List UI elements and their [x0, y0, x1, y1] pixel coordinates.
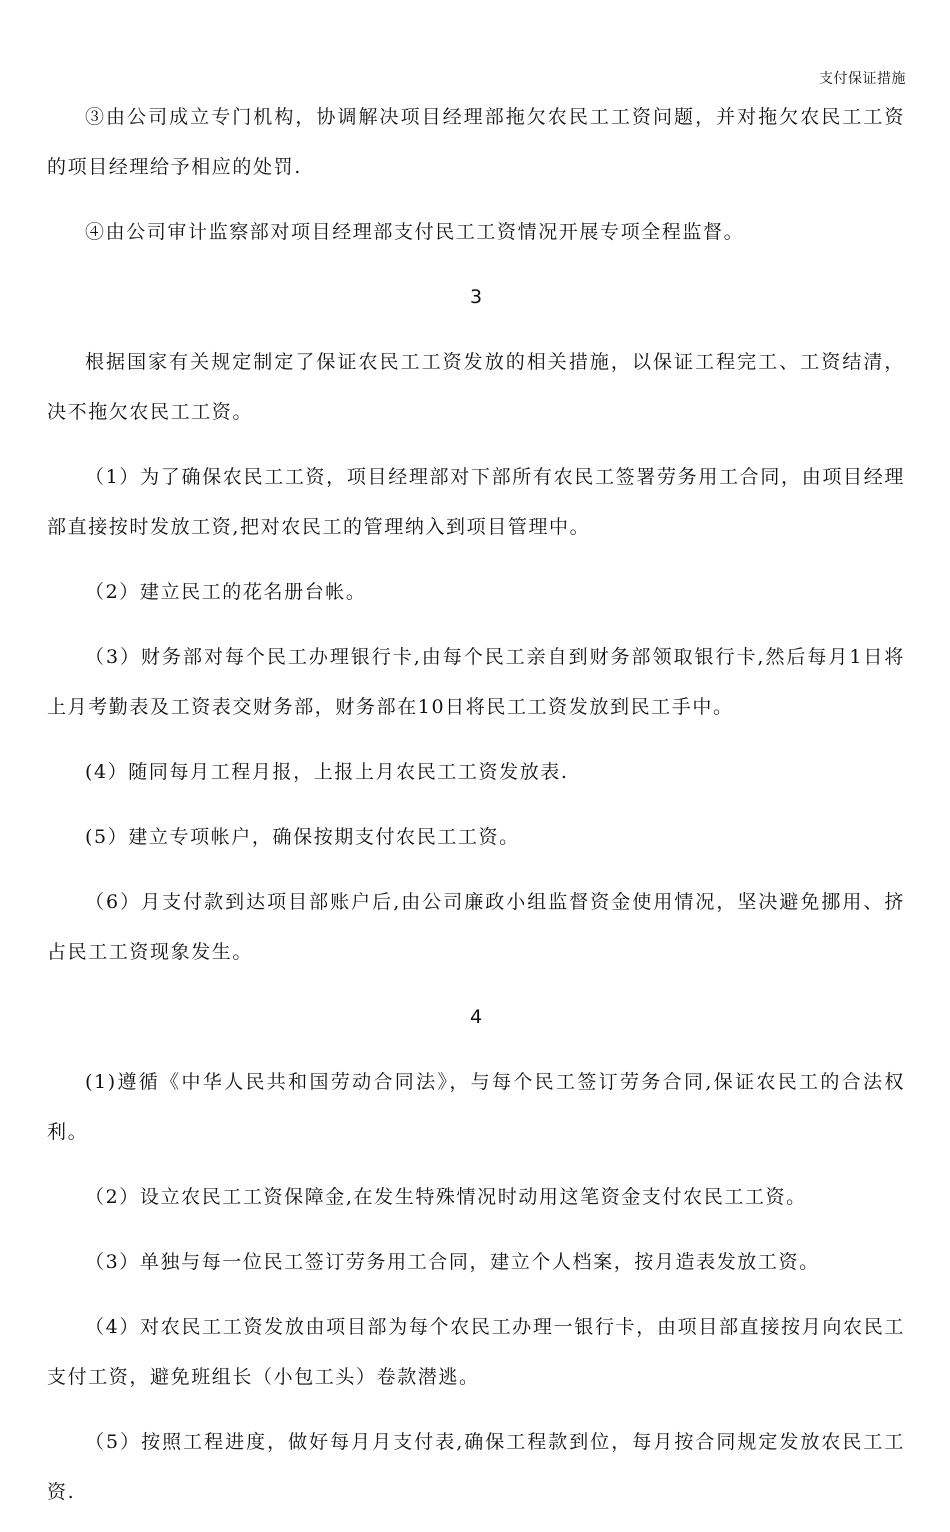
section-number-4: 4 — [469, 1006, 483, 1028]
section-4-item-5: （5）按照工程进度，做好每月月支付表,确保工程款到位，每月按合同规定发放农民工工资. — [47, 1431, 905, 1503]
section-4-item-4: （4）对农民工工资发放由项目部为每个农民工办理一银行卡，由项目部直接按月向农民工支付工资，避免班组长（小包工头）卷款潜逃。 — [47, 1316, 905, 1388]
section-3-item-6: （6）月支付款到达项目部账户后,由公司廉政小组监督资金使用情况，坚决避免挪用、挤占民工工资现象发生。 — [47, 891, 905, 963]
section-3-intro: 根据国家有关规定制定了保证农民工工资发放的相关措施，以保证工程完工、工资结清，决不拖欠农民工工资。 — [47, 351, 905, 423]
section-3-item-1: （1）为了确保农民工工资，项目经理部对下部所有农民工签署劳务用工合同，由项目经理部直接按时发放工资,把对农民工的管理纳入到项目管理中。 — [47, 466, 905, 538]
section-number-3: 3 — [469, 286, 483, 308]
running-header: 支付保证措施 — [819, 71, 906, 87]
section-4-item-2: （2）设立农民工工资保障金,在发生特殊情况时动用这笔资金支付农民工工资。 — [85, 1186, 807, 1208]
section-4-item-1: (1)遵循《中华人民共和国劳动合同法》，与每个民工签订劳务合同,保证农民工的合法权利。 — [47, 1071, 905, 1143]
document-body — [47, 92, 905, 1532]
section-3-item-2: （2）建立民工的花名册台帐。 — [85, 581, 367, 603]
section-3-item-3: （3）财务部对每个民工办理银行卡,由每个民工亲自到财务部领取银行卡,然后每月1日将上月考勤表及工资表交财务部，财务部在10日将民工工资发放到民工手中。 — [47, 646, 905, 718]
section-4-item-3: （3）单独与每一位民工签订劳务用工合同，建立个人档案，按月造表发放工资。 — [85, 1251, 820, 1273]
section-3-item-5: (5）建立专项帐户，确保按期支付农民工工资。 — [85, 826, 520, 848]
paragraph-item-4: ④由公司审计监察部对项目经理部支付民工工资情况开展专项全程监督。 — [85, 221, 745, 243]
section-3-item-4: (4）随同每月工程月报，上报上月农民工工资发放表. — [85, 761, 569, 783]
paragraph-item-3: ③由公司成立专门机构，协调解决项目经理部拖欠农民工工资问题，并对拖欠农民工工资的项目经理给予相应的处罚. — [47, 106, 905, 178]
